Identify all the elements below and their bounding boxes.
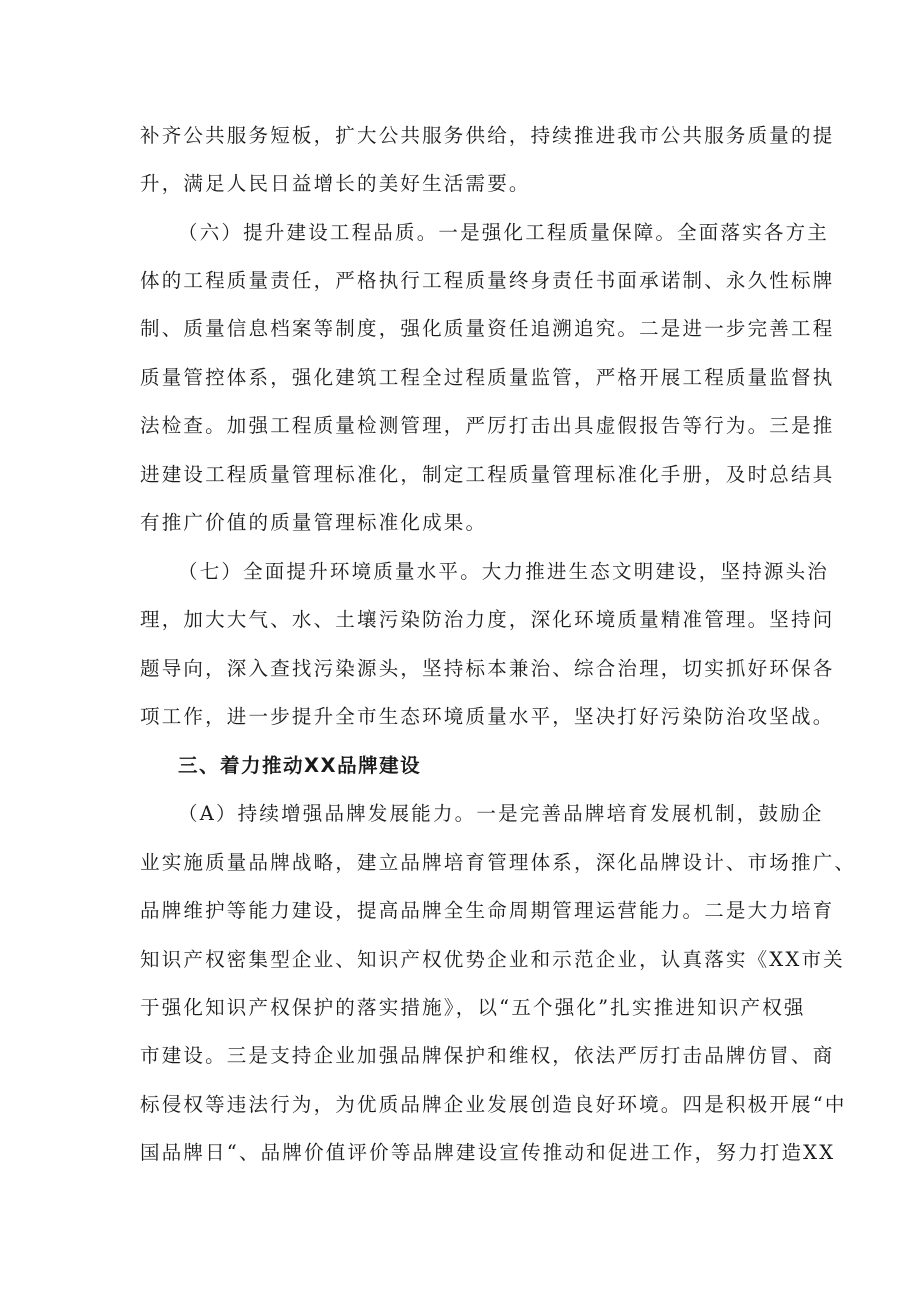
text-line: 有推广价值的质量管理标准化成果。	[140, 511, 488, 534]
text-line: 体的工程质量责任，严格执行工程质量终身责任书面承诺制、永久性标牌	[140, 269, 835, 292]
text-line: 升，满足人民日益增长的美好生活需要。	[140, 172, 531, 195]
text-line: 补齐公共服务短板，扩大公共服务供给，持续推进我市公共服务质量的提	[140, 124, 835, 147]
text-line: 品牌维护等能力建设，提高品牌全生命周期管理运营能力。二是大力培育	[140, 899, 835, 922]
text-line: 业实施质量品牌战略，建立品牌培育管理体系，深化品牌设计、市场推广、	[140, 851, 857, 874]
paragraph-seven-title-line: （七）全面提升环境质量水平。大力推进生态文明建设，坚持源头治	[178, 560, 830, 583]
paragraph-six-title-line: （六）提升建设工程品质。一是强化工程质量保障。全面落实各方主	[178, 221, 830, 244]
text-line: 市建设。三是支持企业加强品牌保护和维权，依法严厉打击品牌仿冒、商	[140, 1044, 835, 1067]
text-line: 题导向，深入查找污染源头，坚持标本兼治、综合治理，切实抓好环保各	[140, 657, 835, 680]
paragraph-a-title-line: （A）持续增强品牌发展能力。一是完善品牌培育发展机制，鼓励企	[178, 802, 824, 825]
text-line: 知识产权密集型企业、知识产权优势企业和示范企业，认真落实《XX市关	[140, 948, 845, 971]
section-heading: 三、着力推动XX品牌建设	[178, 754, 422, 777]
text-line: 法检查。加强工程质量检测管理，严厉打击出具虚假报告等行为。三是推	[140, 414, 835, 437]
text-line: 项工作，进一步提升全市生态环境质量水平，坚决打好污染防治攻坚战。	[140, 705, 835, 728]
text-line: 标侵权等违法行为，为优质品牌企业发展创造良好环境。四是积极开展“中	[140, 1093, 847, 1116]
text-line: 于强化知识产权保护的落实措施》，以“五个强化”扎实推进知识产权强	[140, 996, 806, 1019]
text-line: 国品牌日“、品牌价值评价等品牌建设宣传推动和促进工作，努力打造XX	[140, 1141, 836, 1164]
text-line: 制、质量信息档案等制度，强化质量资任追溯追究。二是进一步完善工程	[140, 317, 835, 340]
text-line: 进建设工程质量管理标准化，制定工程质量管理标准化手册，及时总结具	[140, 463, 835, 486]
text-line: 理，加大大气、水、土壤污染防治力度，深化环境质量精准管理。坚持问	[140, 608, 835, 631]
text-line: 质量管控体系，强化建筑工程全过程质量监管，严格开展工程质量监督执	[140, 366, 835, 389]
